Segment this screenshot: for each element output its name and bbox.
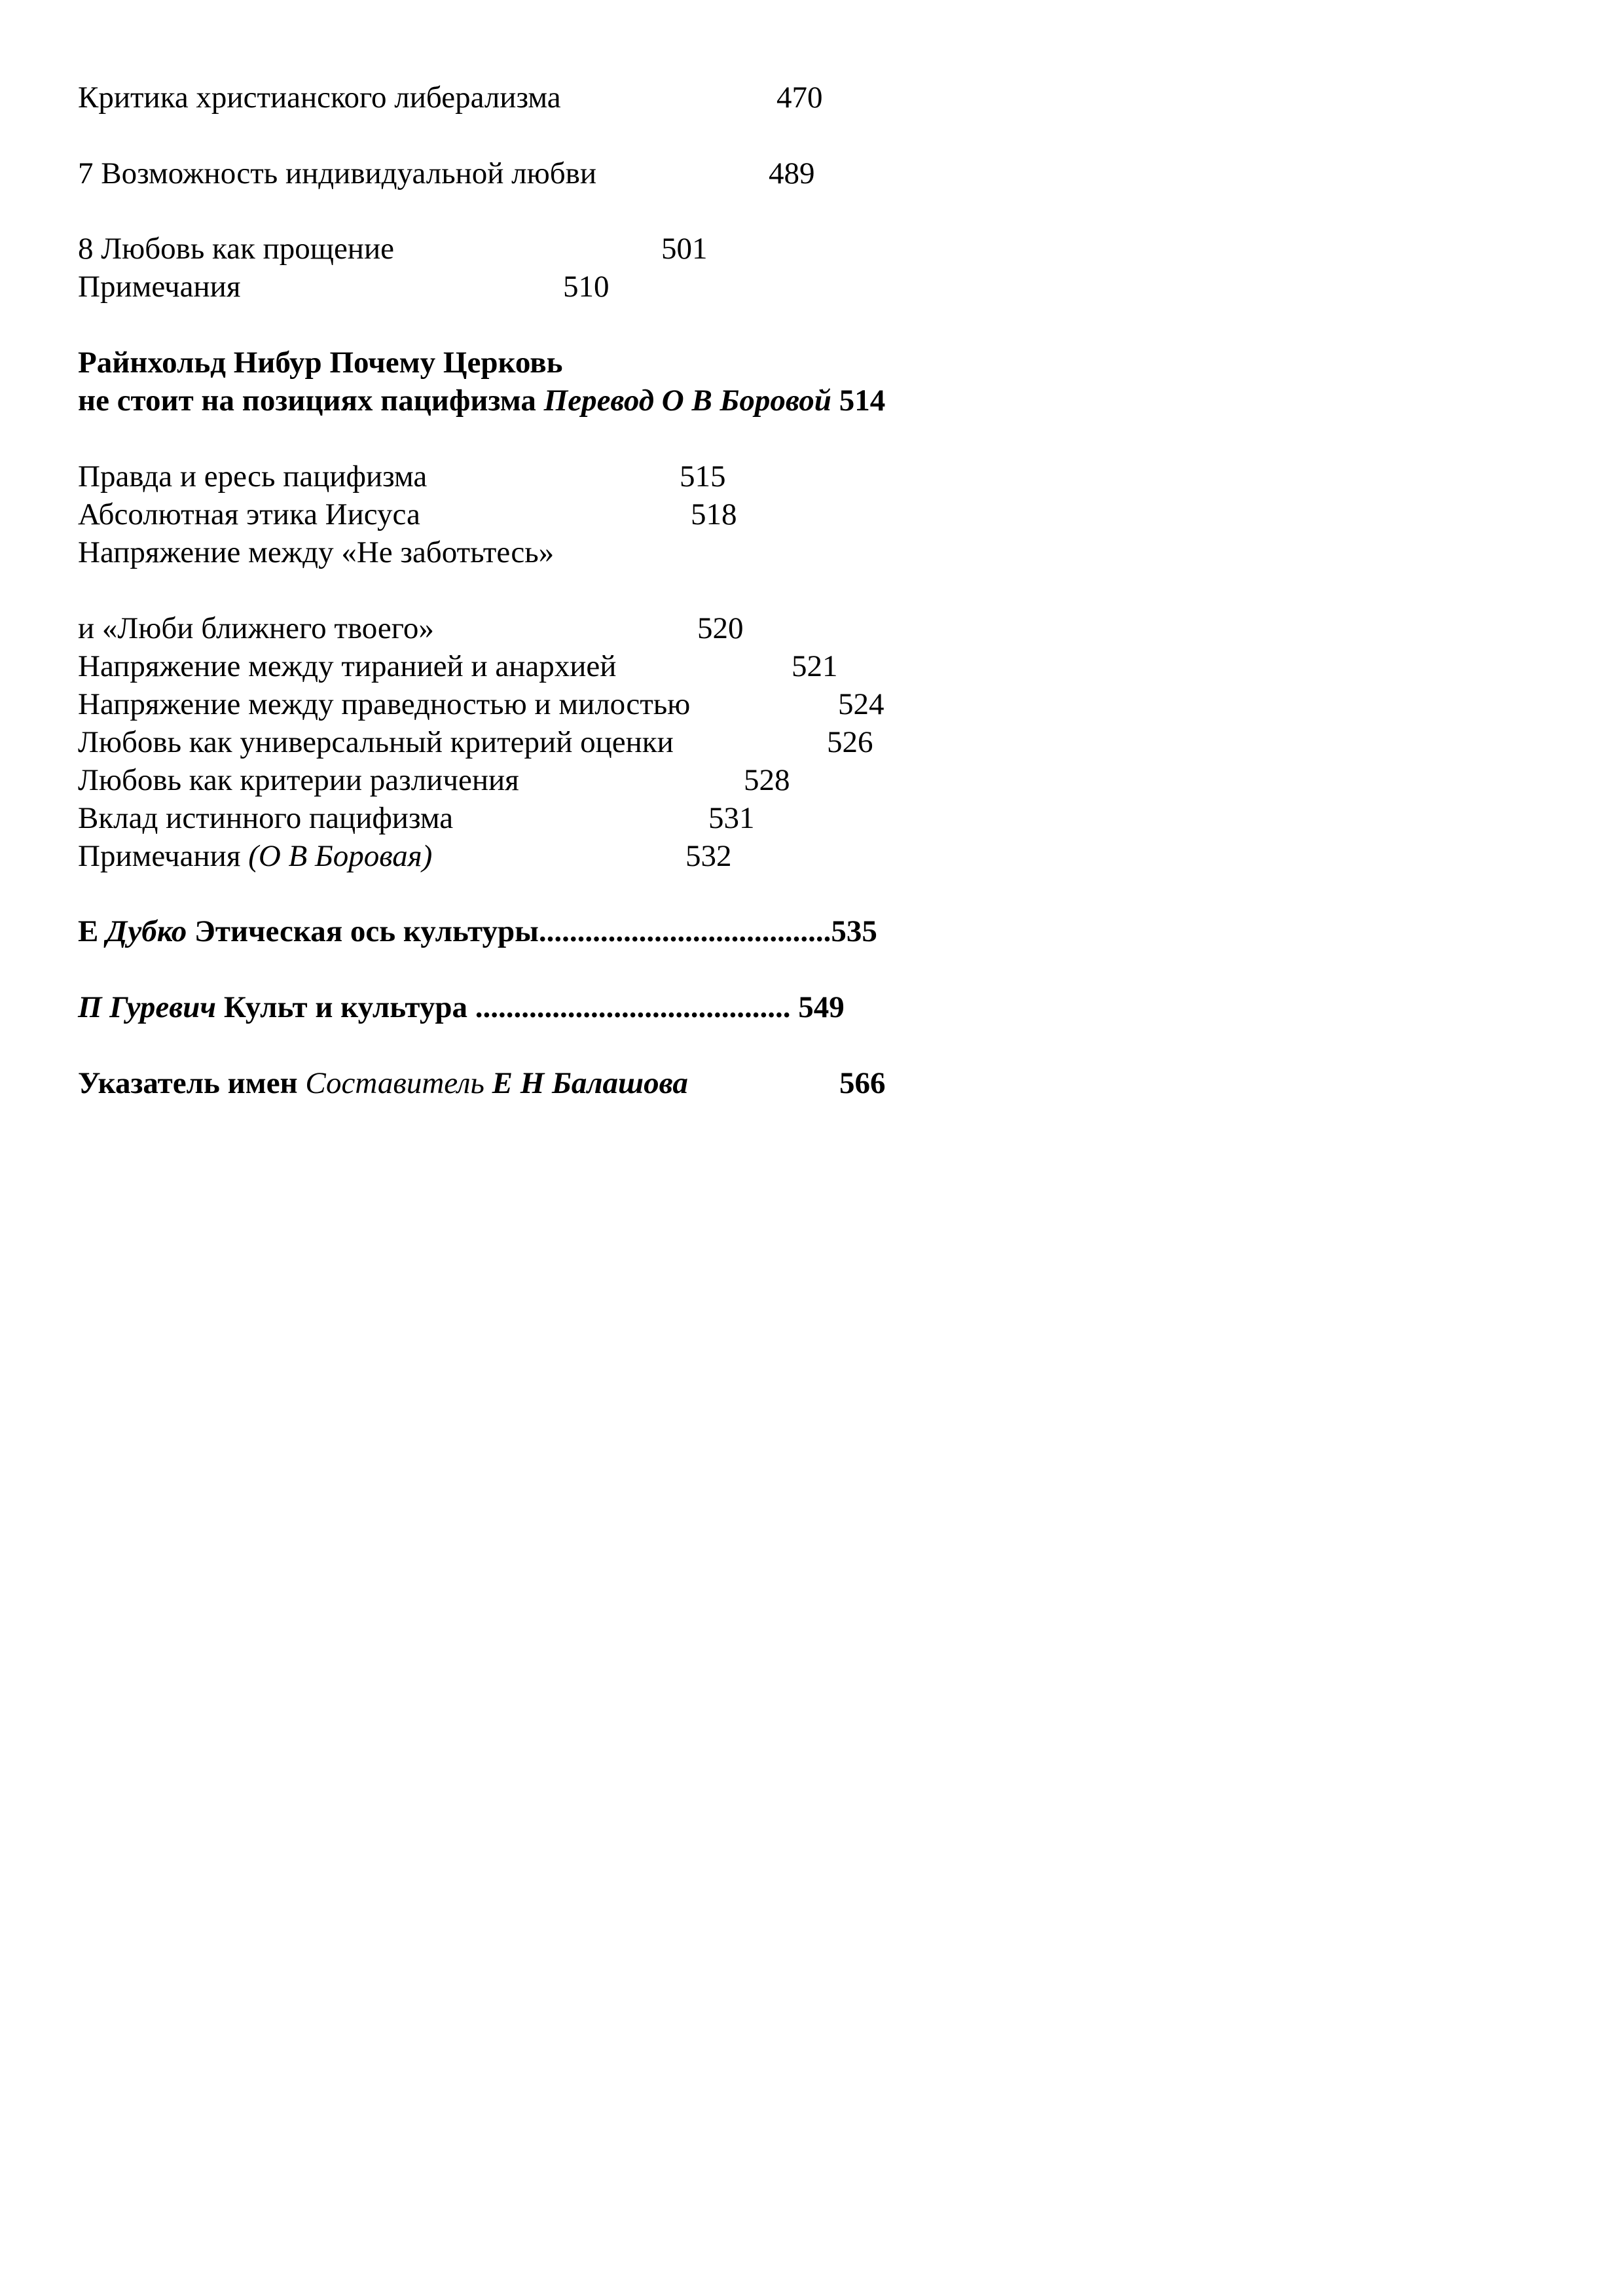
toc-section-heading bbox=[78, 988, 845, 1026]
toc-entry-page: 524 bbox=[838, 687, 884, 721]
toc-author-initial: Е bbox=[78, 914, 107, 948]
toc-section-heading bbox=[78, 1064, 688, 1102]
toc-section-title: не стоит на позициях пацифизма bbox=[78, 384, 544, 418]
toc-entry-title: Напряжение между «Не заботьтесь» bbox=[78, 535, 555, 569]
toc-entry-title: 8 Любовь как прощение bbox=[78, 232, 394, 266]
toc-section-translator: Перевод О В Боровой bbox=[543, 384, 831, 418]
toc-entry-title: Любовь как критерии различения bbox=[78, 763, 519, 797]
toc-entry-page: 470 bbox=[776, 81, 823, 115]
toc-section-title: Культ и культура ......................................... bbox=[216, 990, 799, 1024]
toc-section-page: 566 bbox=[839, 1066, 886, 1100]
toc-entry-page: 521 bbox=[792, 649, 838, 683]
toc-entry-title: Напряжение между тиранией и анархией bbox=[78, 649, 617, 683]
toc-entry-title: и «Люби ближнего твоего» bbox=[78, 611, 434, 645]
toc-section-page: 549 bbox=[798, 990, 845, 1024]
toc-entry-title: Примечания bbox=[78, 839, 249, 873]
toc-entry-page: 528 bbox=[744, 763, 790, 797]
toc-entry-title-line bbox=[78, 837, 432, 875]
toc-section-page: 535 bbox=[831, 914, 877, 948]
toc-entry-page: 532 bbox=[685, 839, 732, 873]
toc-section-heading bbox=[78, 912, 877, 950]
toc-author: П Гуревич bbox=[78, 990, 217, 1024]
toc-entry-title: Напряжение между праведностью и милостью bbox=[78, 687, 691, 721]
toc-entry-title: 7 Возможность индивидуальной любви bbox=[78, 156, 597, 190]
toc-entry-title: Примечания bbox=[78, 270, 241, 304]
toc-section-page: 514 bbox=[839, 384, 886, 418]
toc-section-heading: Райнхольд Нибур Почему Церковь bbox=[78, 346, 563, 380]
toc-entry-page: 520 bbox=[697, 611, 744, 645]
toc-entry-title: Любовь как универсальный критерий оценки bbox=[78, 725, 674, 759]
toc-entry-title: Вклад истинного пацифизма bbox=[78, 801, 454, 835]
toc-compiler-label: Составитель bbox=[305, 1066, 492, 1100]
toc-compiler: Е Н Балашова bbox=[492, 1066, 688, 1100]
toc-entry-page: 510 bbox=[563, 270, 610, 304]
toc-entry-page: 518 bbox=[691, 497, 737, 531]
toc-section-title: Этическая ось культуры...................................... bbox=[187, 914, 831, 948]
toc-author: Дубко bbox=[106, 914, 187, 948]
toc-entry-note: (О В Боровая) bbox=[248, 839, 433, 873]
toc-section-title: Указатель имен bbox=[78, 1066, 306, 1100]
toc-entry-page: 515 bbox=[680, 459, 726, 493]
toc-entry-page: 501 bbox=[661, 232, 708, 266]
toc-entry-title: Абсолютная этика Иисуса bbox=[78, 497, 420, 531]
toc-section-heading-line2 bbox=[78, 382, 885, 420]
toc-entry-page: 526 bbox=[827, 725, 873, 759]
toc-entry-page: 531 bbox=[708, 801, 755, 835]
toc-entry-title: Критика христианского либерализма bbox=[78, 81, 561, 115]
toc-entry-title: Правда и ересь пацифизма bbox=[78, 459, 428, 493]
toc-entry-page: 489 bbox=[769, 156, 815, 190]
